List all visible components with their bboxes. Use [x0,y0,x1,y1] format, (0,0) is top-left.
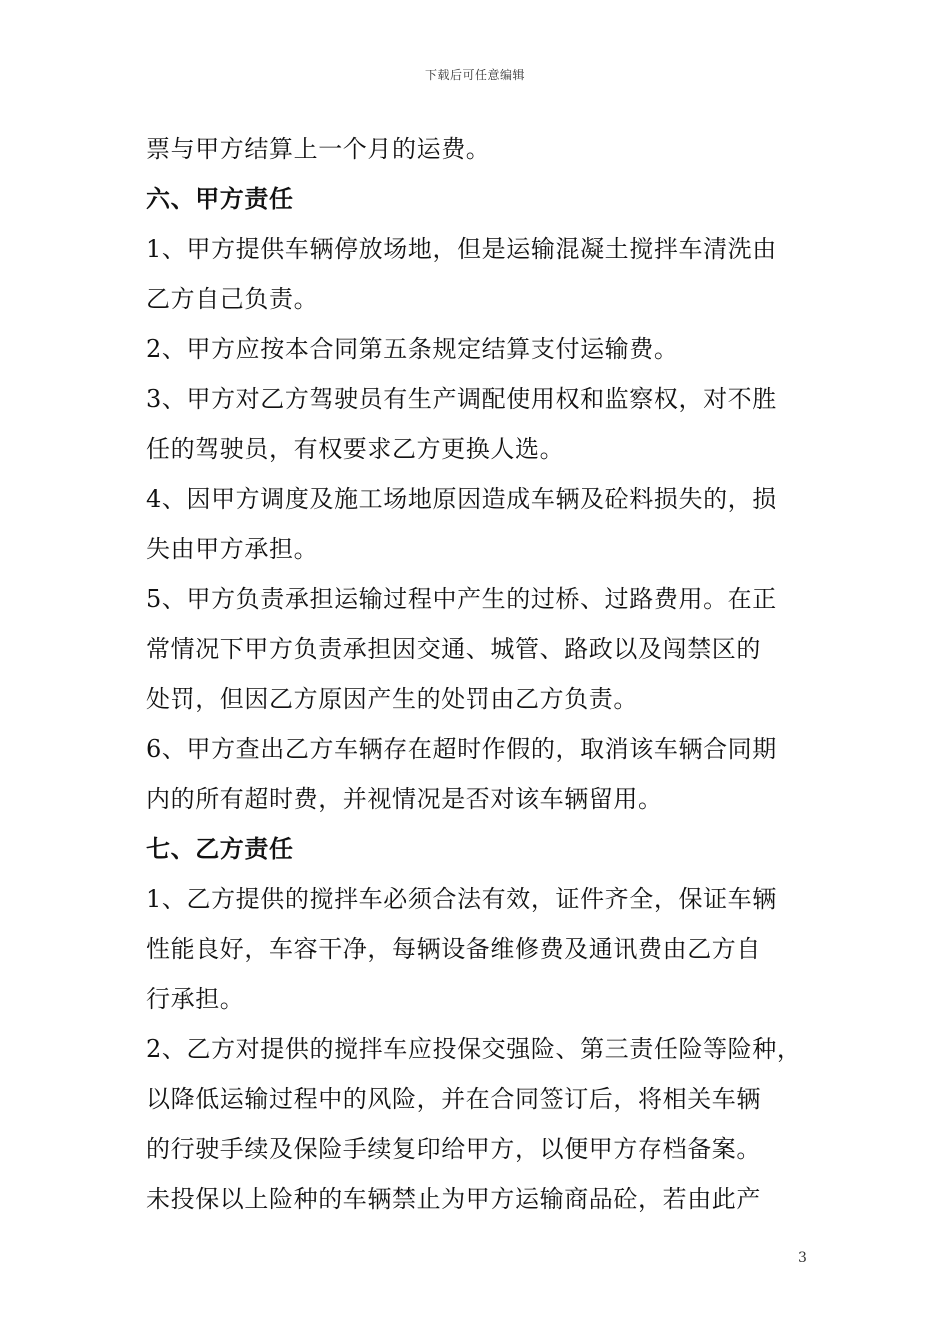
body-text-line: 票与甲方结算上一个月的运费。 [146,135,491,163]
document-body [146,124,821,1224]
section-heading: 七、乙方责任 [146,835,294,863]
body-text-line: 1、甲方提供车辆停放场地，但是运输混凝土搅拌车清洗由 [146,235,777,263]
body-text-line: 3、甲方对乙方驾驶员有生产调配使用权和监察权，对不胜 [146,385,777,413]
body-text-line: 5、甲方负责承担运输过程中产生的过桥、过路费用。在正 [146,585,777,613]
body-text-line: 以降低运输过程中的风险，并在合同签订后，将相关车辆 [146,1085,761,1113]
body-text-line: 行承担。 [146,985,245,1013]
page-header-note: 下载后可任意编辑 [424,68,525,82]
body-text-line: 处罚，但因乙方原因产生的处罚由乙方负责。 [146,685,638,713]
body-text-line: 乙方自己负责。 [146,285,319,313]
body-text-line: 未投保以上险种的车辆禁止为甲方运输商品砼，若由此产 [146,1185,761,1213]
section-heading: 六、甲方责任 [146,185,294,213]
body-text-line: 任的驾驶员，有权要求乙方更换人选。 [146,435,565,463]
body-text-line: 4、因甲方调度及施工场地原因造成车辆及砼料损失的，损 [146,485,777,513]
body-text-line: 2、乙方对提供的搅拌车应投保交强险、第三责任险等险种， [146,1035,802,1063]
body-text-line: 常情况下甲方负责承担因交通、城管、路政以及闯禁区的 [146,635,761,663]
body-text-line: 内的所有超时费，并视情况是否对该车辆留用。 [146,785,663,813]
body-text-line: 性能良好，车容干净，每辆设备维修费及通讯费由乙方自 [146,935,761,963]
body-text-line: 2、甲方应按本合同第五条规定结算支付运输费。 [146,335,679,363]
body-text-line: 的行驶手续及保险手续复印给甲方，以便甲方存档备案。 [146,1135,761,1163]
page-number: 3 [798,1250,807,1266]
body-text-line: 1、乙方提供的搅拌车必须合法有效，证件齐全，保证车辆 [146,885,777,913]
body-text-line: 6、甲方查出乙方车辆存在超时作假的，取消该车辆合同期 [146,735,777,763]
body-text-line: 失由甲方承担。 [146,535,319,563]
